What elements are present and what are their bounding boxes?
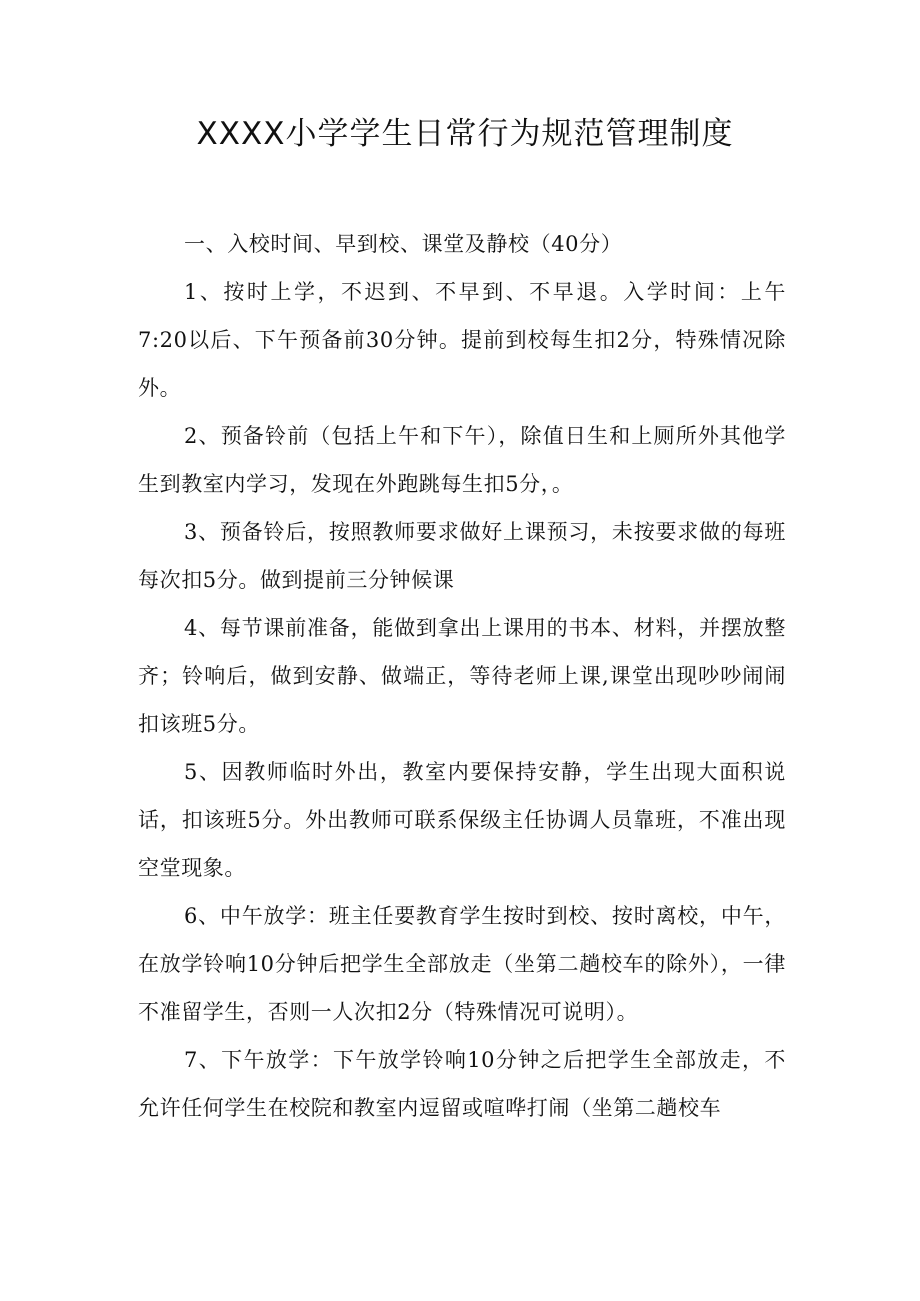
rule-paragraph-4: 4、每节课前准备，能做到拿出上课用的书本、材料，并摆放整齐；铃响后，做到安静、做端正，等待老师上课,课堂出现吵吵闹闹扣该班5分。 xyxy=(138,616,786,736)
rule-paragraph-7: 7、下午放学：下午放学铃响10分钟之后把学生全部放走，不允许任何学生在校院和教室内逗留或喧哗打闹（坐第二趟校车 xyxy=(138,1048,786,1120)
rule-paragraph-3: 3、预备铃后，按照教师要求做好上课预习，未按要求做的每班每次扣5分。做到提前三分钟候课 xyxy=(138,520,786,592)
rule-paragraph-6: 6、中午放学：班主任要教育学生按时到校、按时离校，中午，在放学铃响10分钟后把学生全部放走（坐第二趟校车的除外），一律不准留学生，否则一人次扣2分（特殊情况可说明）。 xyxy=(138,904,786,1024)
rule-paragraph-2: 2、预备铃前（包括上午和下午），除值日生和上厕所外其他学生到教室内学习，发现在外跑跳每生扣5分，。 xyxy=(138,424,786,496)
document-body xyxy=(138,220,786,1132)
section-heading: 一、入校时间、早到校、课堂及静校（40分） xyxy=(184,232,623,256)
document-title: XXXX小学学生日常行为规范管理制度 xyxy=(196,116,734,152)
rule-paragraph-5: 5、因教师临时外出，教室内要保持安静，学生出现大面积说话，扣该班5分。外出教师可联系保级主任协调人员靠班，不准出现空堂现象。 xyxy=(138,760,786,880)
rule-paragraph-1: 1、按时上学，不迟到、不早到、不早退。入学时间：上午7:20以后、下午预备前30分钟。提前到校每生扣2分，特殊情况除外。 xyxy=(138,280,786,400)
